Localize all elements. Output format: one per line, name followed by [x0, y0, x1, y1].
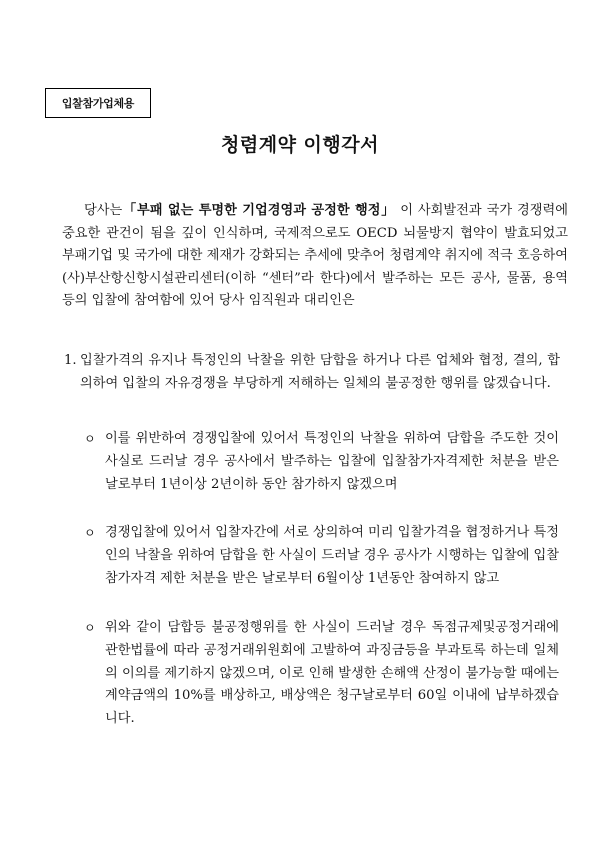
bidder-tag-box: 입찰참가업체용: [45, 88, 151, 118]
bullet-mark: ㅇ: [84, 621, 96, 635]
clause-1-text: 입찰가격의 유지나 특정인의 낙찰을 위한 담합을 하거나 다른 업체와 협정, 결의, 합의하여 입찰의 자유경쟁을 부당하게 저해하는 일체의 불공정한 행위를 않겠습니다.: [80, 353, 560, 391]
bullet-text: 경쟁입찰에 있어서 입찰자간에 서로 상의하여 미리 입찰가격을 협정하거나 특정인의 낙찰을 위하여 담합을 한 사실이 드러날 경우 공사가 시행하는 입찰에 입찰참가자격 제한 처분을 받은 날로부터 6월이상 1년동안 참여하지 않고: [105, 525, 559, 586]
bullet-mark: ㅇ: [84, 432, 96, 446]
document-title: 청렴계약 이행각서: [221, 134, 379, 156]
intro-before: 당사는: [84, 203, 123, 218]
bullet-text: 이를 위반하여 경쟁입찰에 있어서 특정인의 낙찰을 위하여 담합을 주도한 것이 사실로 드러날 경우 공사에서 발주하는 입찰에 입찰참가자격제한 처분을 받은 날로부터 1년이상 2년이하 동안 참가하지 않겠으며: [105, 431, 559, 492]
bullet-item: [84, 617, 559, 731]
bullet-item: [84, 428, 559, 496]
intro-paragraph: [62, 200, 568, 313]
intro-emphasis: 「부패 없는 투명한 기업경영과 공정한 행정」: [122, 203, 396, 218]
bullet-mark: ㅇ: [84, 526, 96, 540]
clause-1-number: 1.: [64, 353, 77, 368]
bullet-text: 위와 같이 담합등 불공정행위를 한 사실이 드러날 경우 독점규제및공정거래에 관한법률에 따라 공정거래위원회에 고발하여 과징금등을 부과토록 하는데 일체의 이의를 제기하지 않겠으며, 이로 인해 발생한 손해액 산정이 불가능할 때에는 계약금액의 10%를 배상하고, 배상액은 청구날로부터 60일 이내에 납부하겠습니다.: [105, 620, 559, 727]
clause-1: [64, 350, 560, 396]
intro-after: 이 사회발전과 국가 경쟁력에 중요한 관건이 됨을 깊이 인식하며, 국제적으로도 OECD 뇌물방지 협약이 발효되었고 부패기업 및 국가에 대한 제재가 강화되는 추세에 맞추어 청렴계약 취지에 적극 호응하여 (사)부산항신항시설관리센터(이하 “센터”라 한다)에서 발주하는 모든 공사, 물품, 용역 등의 입찰에 참여함에 있어 당사 임직원과 대리인은: [62, 203, 568, 309]
bullet-item: [84, 522, 559, 590]
